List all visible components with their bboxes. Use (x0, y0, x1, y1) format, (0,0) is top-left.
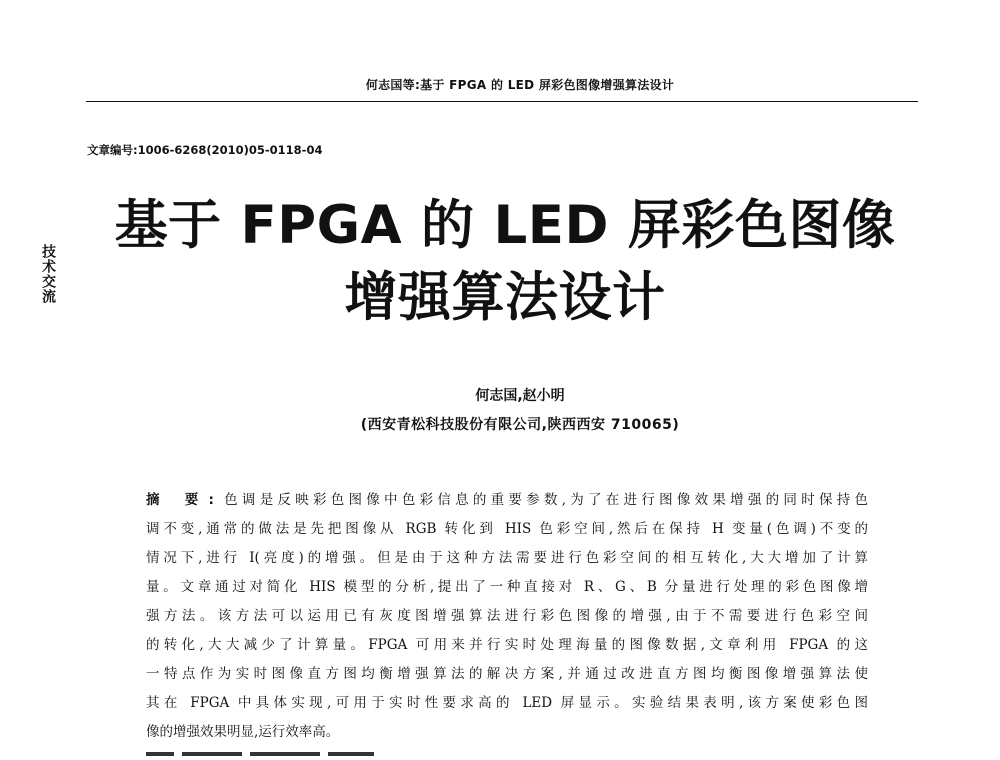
abstract-line: 情况下,进行 I(亮度)的增强。但是由于这种方法需要进行色彩空间的相互转化,大大增加了计算 (146, 550, 868, 566)
abstract-text: 色调是反映彩色图像中色彩信息的重要参数,为了在进行图像效果增强的同时保持色 (219, 492, 868, 508)
cut-off-keywords-line (146, 752, 868, 760)
affiliation: (西安青松科技股份有限公司,陕西西安 710065) (360, 417, 680, 433)
abstract-line: 量。文章通过对简化 HIS 模型的分析,提出了一种直接对 R、G、B 分量进行处理的彩色图像增 (146, 579, 868, 595)
abstract-line (146, 486, 868, 515)
abstract-label: 摘 要: (146, 492, 220, 508)
abstract-line: 一特点作为实时图像直方图均衡增强算法的解决方案,并通过改进直方图均衡图像增强算法使 (146, 666, 868, 682)
abstract-line: 强方法。该方法可以运用已有灰度图增强算法进行彩色图像的增强,由于不需要进行色彩空间 (146, 608, 868, 624)
abstract-line: 像的增强效果明显,运行效率高。 (146, 724, 340, 740)
abstract-line: 其在 FPGA 中具体实现,可用于实时性要求高的 LED 屏显示。实验结果表明,该方案使彩色图 (146, 695, 868, 711)
header-rule (86, 101, 918, 102)
abstract-line: 调不变,通常的做法是先把图像从 RGB 转化到 HIS 色彩空间,然后在保持 H 变量(色调)不变的 (146, 521, 868, 537)
authors: 何志国,赵小明 (475, 388, 565, 404)
abstract (146, 486, 868, 747)
title-line-1: 基于 FPGA 的 LED 屏彩色图像 (114, 195, 896, 256)
running-header: 何志国等:基于 FPGA 的 LED 屏彩色图像增强算法设计 (365, 78, 675, 92)
article-number: 文章编号:1006-6268(2010)05-0118-04 (87, 143, 323, 157)
abstract-line: 的转化,大大减少了计算量。FPGA 可用来并行实时处理海量的图像数据,文章利用 FPGA 的这 (146, 637, 868, 653)
paper-title (90, 190, 920, 334)
section-side-label: 技术交流 (40, 244, 56, 304)
title-line-2: 增强算法设计 (344, 267, 666, 328)
